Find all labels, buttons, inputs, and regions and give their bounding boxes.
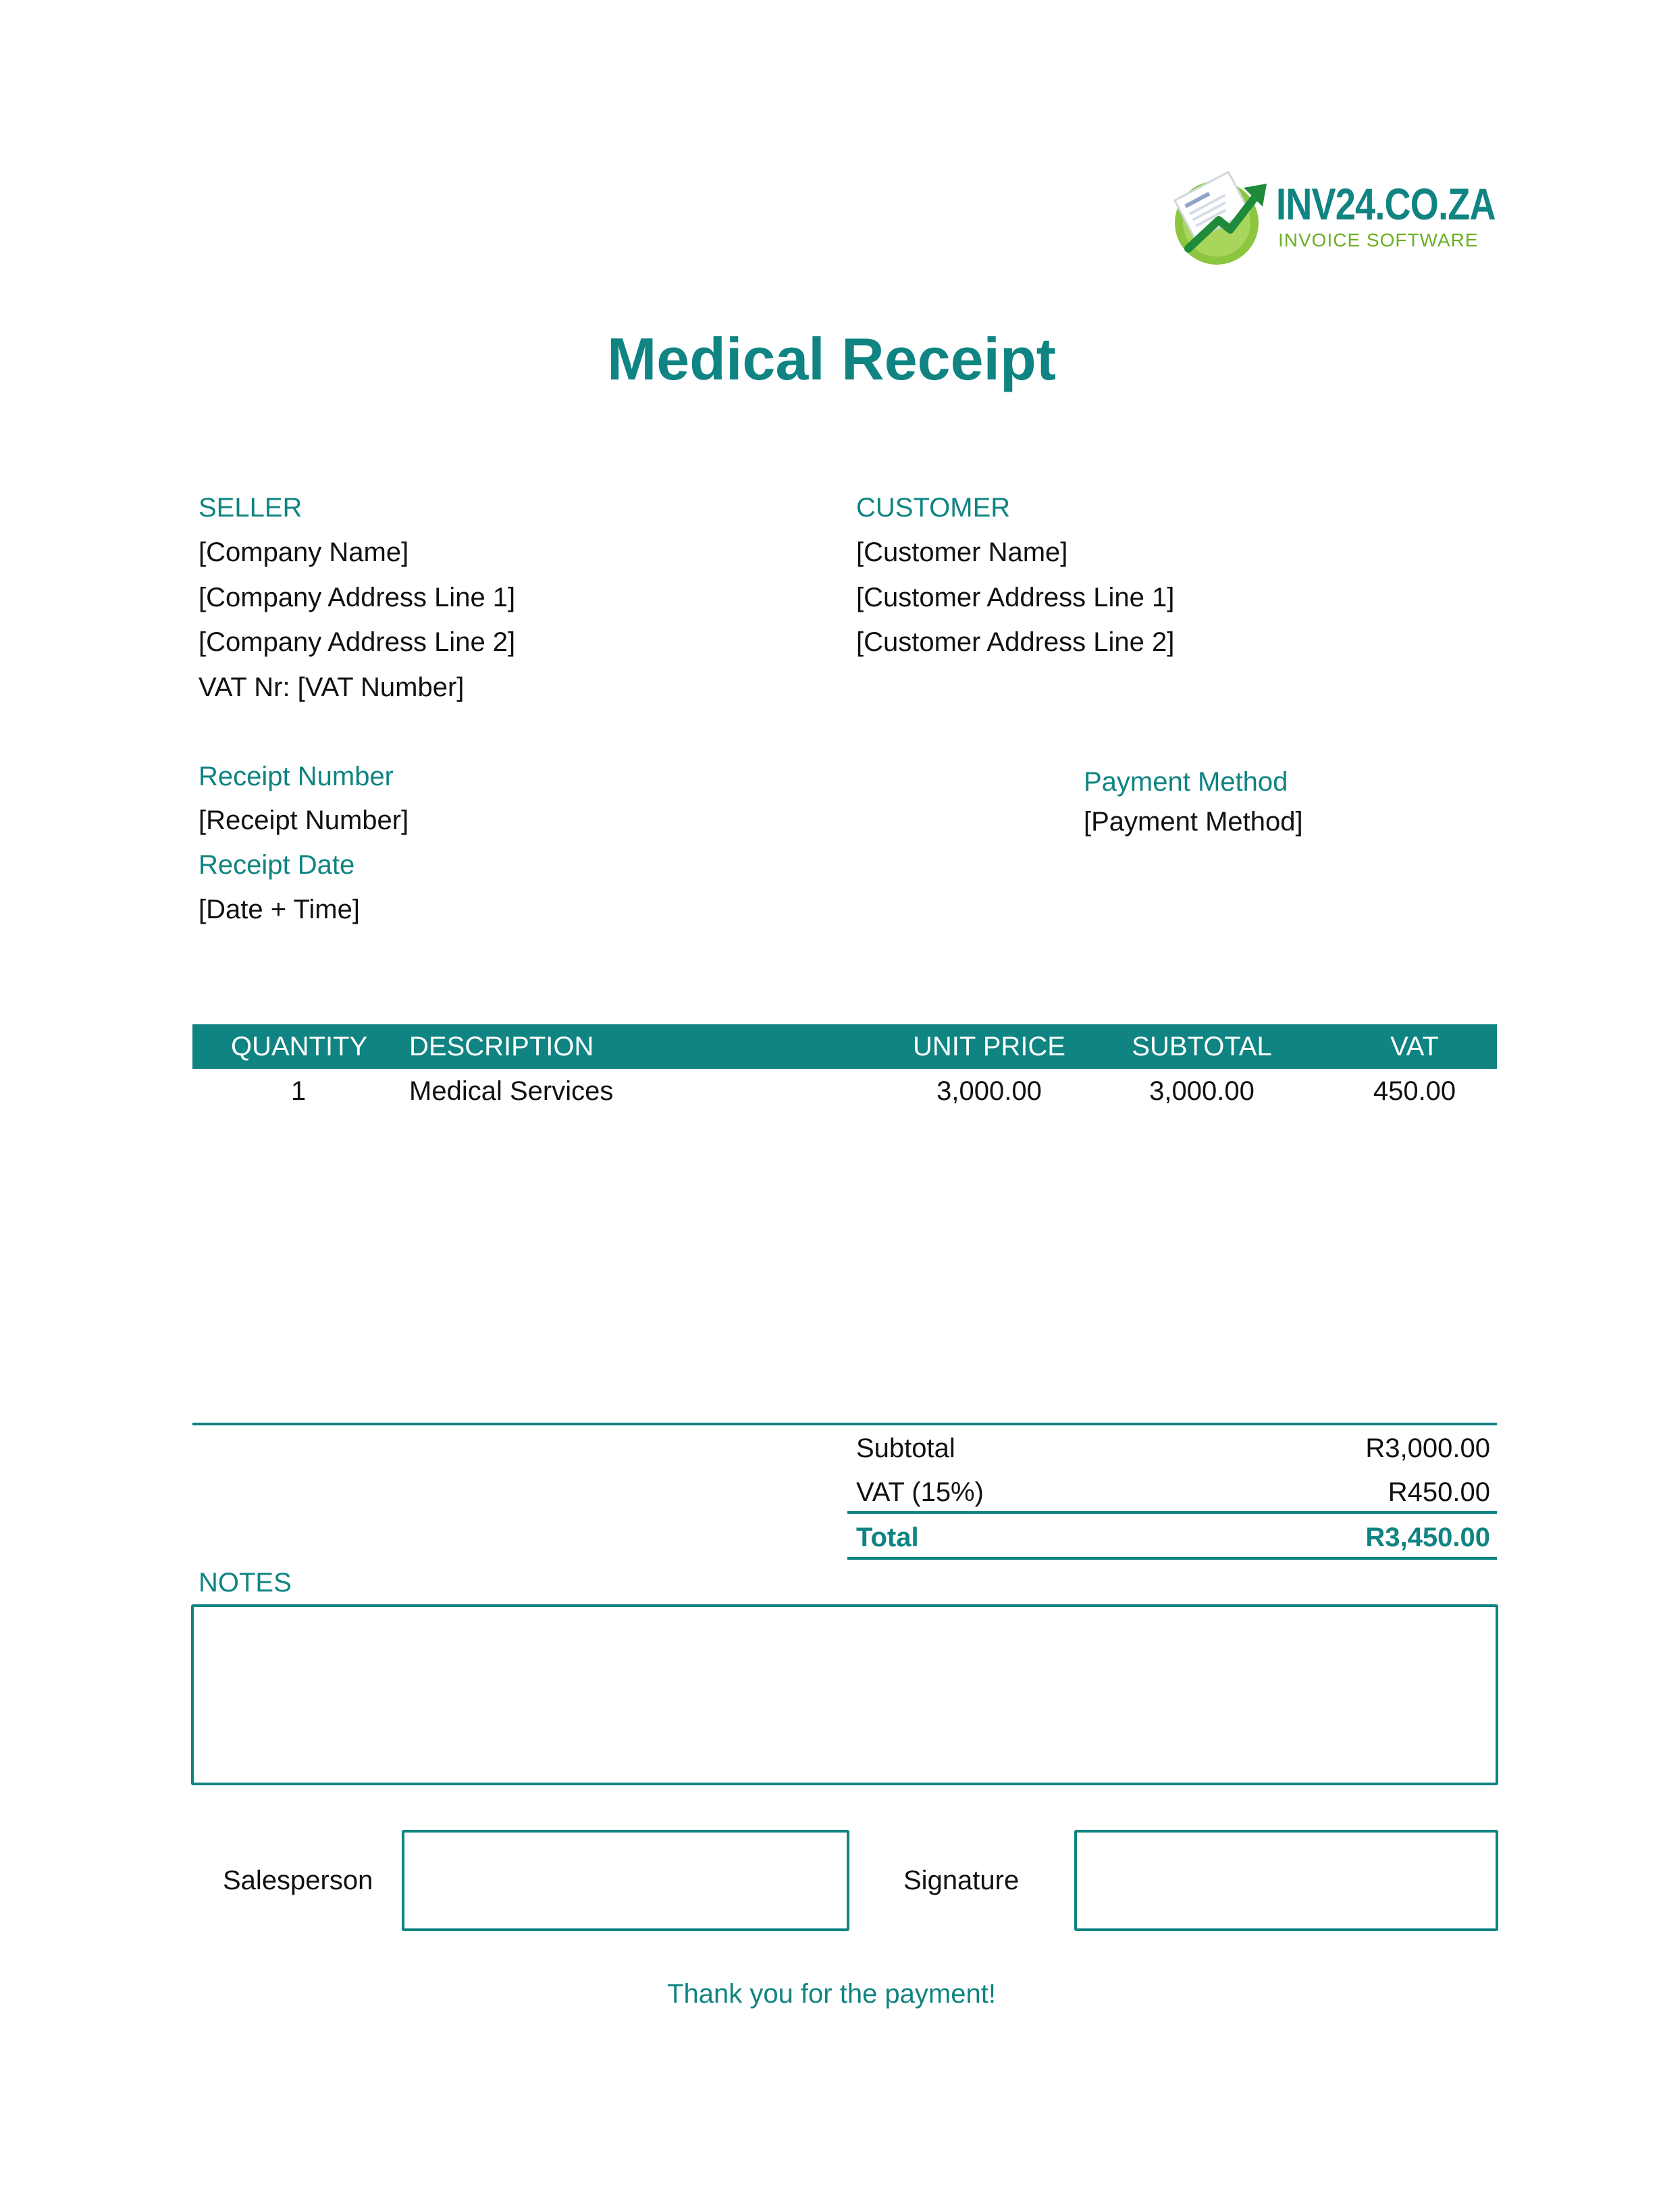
receipt-number-label: Receipt Number [199,762,394,791]
customer-address-line-1: [Customer Address Line 1] [856,583,1175,612]
totals-divider [847,1511,1497,1514]
cell-subtotal: 3,000.00 [1149,1076,1255,1106]
customer-name: [Customer Name] [856,537,1068,567]
notes-heading: NOTES [199,1568,292,1598]
column-header-subtotal: SUBTOTAL [1132,1032,1272,1061]
seller-vat-number: VAT Nr: [VAT Number] [199,673,465,702]
cell-vat: 450.00 [1373,1076,1456,1106]
payment-method-label: Payment Method [1084,767,1288,797]
thank-you-message: Thank you for the payment! [667,1979,996,2009]
seller-address-line-1: [Company Address Line 1] [199,583,516,612]
totals-vat-value: R450.00 [1388,1477,1490,1507]
logo-emblem-icon [1168,167,1276,269]
column-header-description: DESCRIPTION [409,1032,594,1061]
seller-address-line-2: [Company Address Line 2] [199,627,516,657]
totals-bottom-divider [847,1557,1497,1560]
logo-tagline: INVOICE SOFTWARE [1278,230,1479,251]
column-header-vat: VAT [1390,1032,1439,1061]
customer-address-line-2: [Customer Address Line 2] [856,627,1175,657]
receipt-number-value: [Receipt Number] [199,806,409,835]
totals-total-label: Total [856,1523,919,1552]
totals-subtotal-label: Subtotal [856,1433,955,1463]
cell-quantity: 1 [290,1076,307,1106]
customer-heading: CUSTOMER [856,493,1011,523]
column-header-quantity: QUANTITY [231,1032,368,1061]
payment-method-value: [Payment Method] [1084,807,1303,837]
seller-company-name: [Company Name] [199,537,409,567]
column-header-unit-price: UNIT PRICE [913,1032,1065,1061]
salesperson-label: Salesperson [223,1866,373,1895]
company-logo [1168,167,1496,269]
totals-total-value: R3,450.00 [1365,1523,1490,1552]
seller-heading: SELLER [199,493,302,523]
totals-subtotal-value: R3,000.00 [1365,1433,1490,1463]
cell-description: Medical Services [409,1076,614,1106]
receipt-date-value: [Date + Time] [199,895,360,924]
receipt-date-label: Receipt Date [199,850,355,880]
cell-unit-price: 3,000.00 [936,1076,1042,1106]
signature-field[interactable] [1074,1830,1498,1931]
notes-box[interactable] [191,1604,1498,1785]
signature-label: Signature [903,1866,1020,1895]
logo-brand-text: INV24.CO.ZA [1276,179,1496,229]
salesperson-field[interactable] [402,1830,849,1931]
document-title: Medical Receipt [606,325,1057,392]
table-bottom-divider [192,1423,1497,1425]
items-table-header [192,1024,1497,1069]
totals-vat-label: VAT (15%) [856,1477,984,1507]
